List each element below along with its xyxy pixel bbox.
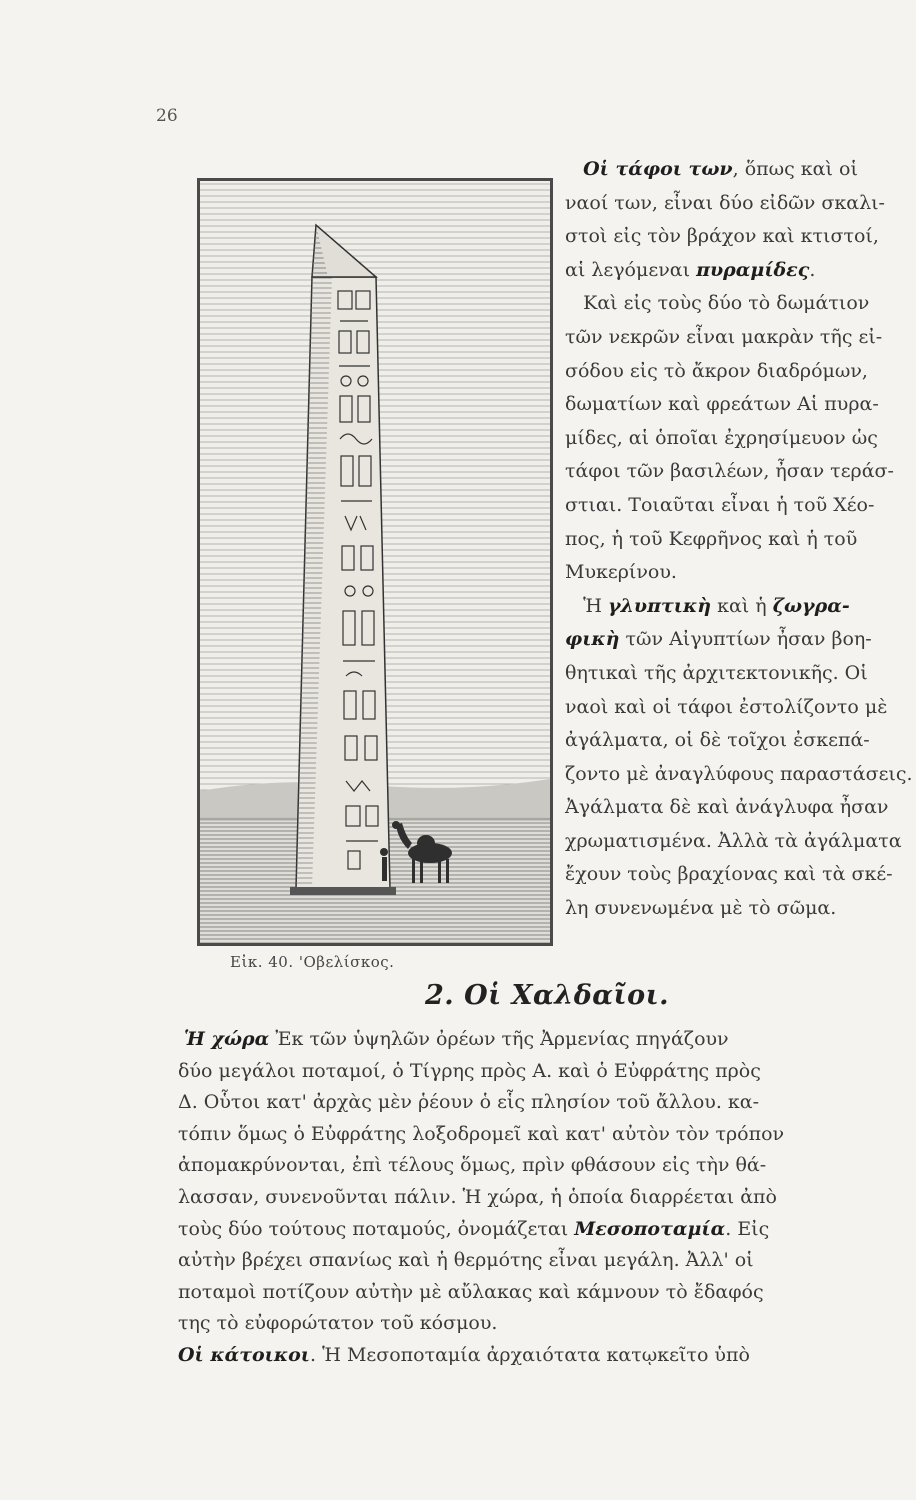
- figure-caption: Εἰκ. 40. 'Οβελίσκος.: [230, 953, 395, 971]
- body-text: [178, 1024, 893, 1372]
- page-number: 26: [156, 106, 178, 126]
- text-line: Ἡ χώρα Ἐκ τῶν ὑψηλῶν ὀρέων τῆς Ἀρμενίας πηγάζουν: [184, 1028, 729, 1050]
- text-line: ναοὶ καὶ οἱ τάφοι ἐστολίζοντο μὲ: [565, 695, 888, 718]
- text-line: ἀγάλματα, οἱ δὲ τοῖχοι ἐσκεπά-: [565, 729, 870, 752]
- text-line: Οἱ τάφοι των, ὅπως καὶ οἱ: [583, 158, 858, 180]
- text-line: στοὶ εἰς τὸν βράχον καὶ κτιστοί,: [565, 225, 879, 248]
- text-line: τοὺς δύο τούτους ποταμούς, ὀνομάζεται Μεσοποταμία. Εἰς: [178, 1217, 770, 1240]
- text-line: ναοί των, εἶναι δύο εἰδῶν σκαλι-: [565, 191, 885, 214]
- text-line: τάφοι τῶν βασιλέων, ἦσαν τεράσ-: [565, 460, 894, 483]
- text-line: δύο μεγάλοι ποταμοί, ὁ Τίγρης πρὸς Α. καὶ ὁ Εὐφράτης πρὸς: [178, 1059, 761, 1082]
- text-line: ποταμοὶ ποτίζουν αὐτὴν μὲ αὔλακας καὶ κάμνουν τὸ ἔδαφός: [178, 1280, 764, 1303]
- text-line: Ἀγάλματα δὲ καὶ ἀνάγλυφα ἦσαν: [565, 796, 889, 819]
- text-line: αὐτὴν βρέχει σπανίως καὶ ἡ θερμότης εἶναι μεγάλη. Ἀλλ' οἱ: [178, 1249, 754, 1272]
- right-column-text: [565, 153, 913, 926]
- text-line: ζοντο μὲ ἀναγλύφους παραστάσεις.: [565, 762, 913, 785]
- text-line: πος, ἡ τοῦ Κεφρῆνος καὶ ἡ τοῦ: [565, 527, 858, 550]
- text-line: Ἡ γλυπτικὴ καὶ ἡ ζωγρα-: [583, 594, 850, 617]
- text-line: δωματίων καὶ φρεάτων Αἱ πυρα-: [565, 393, 879, 416]
- text-line: τόπιν ὅμως ὁ Εὐφράτης λοξοδρομεῖ καὶ κατ' αὐτὸν τὸν τρόπον: [178, 1122, 785, 1145]
- text-line: Καὶ εἰς τοὺς δύο τὸ δωμάτιον: [583, 292, 870, 315]
- text-line: σόδου εἰς τὸ ἄκρον διαδρόμων,: [565, 359, 868, 382]
- text-line: χρωματισμένα. Ἀλλὰ τὰ ἀγάλματα: [565, 829, 902, 852]
- obelisk-illustration: [197, 178, 553, 946]
- text-line: μίδες, αἱ ὁποῖαι ἐχρησίμευον ὡς: [565, 426, 878, 449]
- text-line: της τὸ εὐφορώτατον τοῦ κόσμου.: [178, 1312, 498, 1335]
- text-line: φικὴ τῶν Αἰγυπτίων ἦσαν βοη-: [565, 628, 872, 651]
- text-line: λη συνενωμένα μὲ τὸ σῶμα.: [565, 897, 837, 920]
- text-line: Δ. Οὗτοι κατ' ἀρχὰς μὲν ῥέουν ὁ εἷς πλησίον τοῦ ἄλλου. κα-: [178, 1091, 760, 1114]
- text-line: Μυκερίνου.: [565, 561, 677, 584]
- text-line: στιαι. Τοιαῦται εἶναι ἡ τοῦ Χέο-: [565, 493, 875, 516]
- text-line: θητικαὶ τῆς ἀρχιτεκτονικῆς. Οἱ: [565, 661, 868, 684]
- text-line: ἀπομακρύνονται, ἐπὶ τέλους ὅμως, πρὶν φθάσουν εἰς τὴν θά-: [178, 1154, 767, 1177]
- section-title: 2. Οἱ Χαλδαῖοι.: [425, 980, 670, 1011]
- text-line: λασσαν, συνενοῦνται πάλιν. Ἡ χώρα, ἡ ὁποία διαρρέεται ἀπὸ: [178, 1185, 777, 1208]
- text-line: Οἱ κάτοικοι. Ἡ Μεσοποταμία ἀρχαιότατα κατῳκεῖτο ὑπὸ: [178, 1343, 750, 1366]
- text-line: ἔχουν τοὺς βραχίονας καὶ τὰ σκέ-: [565, 863, 893, 886]
- text-line: αἱ λεγόμεναι πυραμίδες.: [565, 258, 816, 281]
- text-line: τῶν νεκρῶν εἶναι μακρὰν τῆς εἰ-: [565, 325, 883, 348]
